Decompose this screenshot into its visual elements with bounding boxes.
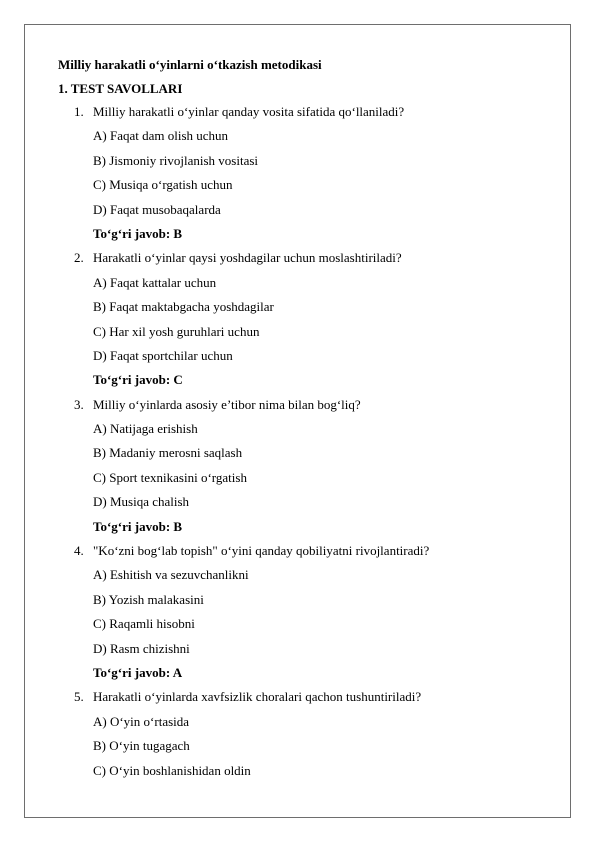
question-2	[0, 250, 596, 274]
question-text: Harakatli o‘yinlarda xavfsizlik choralari qachon tushuntiriladi?	[93, 689, 422, 705]
option-text: D) Faqat sportchilar uchun	[93, 347, 233, 363]
question-text: Milliy o‘yinlarda asosiy e’tibor nima bilan bog‘liq?	[93, 396, 361, 412]
question-number: 3.	[74, 396, 84, 412]
answer-text: To‘g‘ri javob: A	[93, 664, 183, 680]
correct-answer	[0, 519, 596, 543]
question-number: 4.	[74, 543, 84, 559]
question-text: Milliy harakatli o‘yinlar qanday vosita sifatida qo‘llaniladi?	[93, 104, 405, 119]
option-text: A) Faqat dam olish uchun	[93, 128, 229, 144]
option-text: B) Yozish malakasini	[93, 591, 204, 607]
option-text: A) Eshitish va sezuvchanlikni	[93, 567, 249, 583]
question-text: Harakatli o‘yinlar qaysi yoshdagilar uchun moslashtiriladi?	[93, 250, 402, 266]
question-5	[0, 689, 596, 713]
question-4	[0, 543, 596, 567]
option-text: B) Jismoniy rivojlanish vositasi	[93, 152, 259, 168]
option-text: A) Natijaga erishish	[93, 421, 198, 437]
option-b	[0, 299, 596, 323]
option-d	[0, 641, 596, 665]
answer-text: To‘g‘ri javob: B	[93, 225, 183, 241]
option-text: D) Musiqa chalish	[93, 494, 190, 510]
option-text: C) Sport texnikasini o‘rgatish	[93, 469, 247, 485]
question-1	[0, 104, 596, 128]
option-text: A) O‘yin o‘rtasida	[93, 713, 190, 729]
option-a	[0, 128, 596, 152]
question-number: 1.	[74, 104, 84, 119]
section-heading: 1. TEST SAVOLLARI	[58, 81, 183, 96]
document-title: Milliy harakatli o‘yinlarni o‘tkazish metodikasi	[58, 57, 322, 72]
option-text: C) O‘yin boshlanishidan oldin	[93, 762, 251, 778]
option-text: C) Raqamli hisobni	[93, 616, 195, 632]
option-c	[0, 324, 596, 348]
correct-answer	[0, 665, 596, 689]
question-text: "Ko‘zni bog‘lab topish" o‘yini qanday qobiliyatni rivojlantiradi?	[93, 543, 430, 559]
option-b	[0, 592, 596, 616]
option-text: B) O‘yin tugagach	[93, 738, 190, 754]
option-text: C) Musiqa o‘rgatish uchun	[93, 177, 233, 193]
option-text: A) Faqat kattalar uchun	[93, 274, 217, 290]
option-b	[0, 738, 596, 762]
option-d	[0, 348, 596, 372]
question-number: 5.	[74, 689, 84, 705]
option-b	[0, 153, 596, 177]
option-a	[0, 714, 596, 738]
question-3	[0, 397, 596, 421]
option-a	[0, 421, 596, 445]
option-text: B) Faqat maktabgacha yoshdagilar	[93, 299, 274, 315]
option-c	[0, 616, 596, 640]
option-d	[0, 202, 596, 226]
correct-answer	[0, 372, 596, 396]
correct-answer	[0, 226, 596, 250]
option-text: D) Rasm chizishni	[93, 640, 190, 656]
question-list	[0, 104, 596, 787]
answer-text: To‘g‘ri javob: C	[93, 372, 183, 388]
option-c	[0, 763, 596, 787]
option-c	[0, 470, 596, 494]
question-number: 2.	[74, 250, 84, 266]
option-b	[0, 445, 596, 469]
option-c	[0, 177, 596, 201]
option-text: B) Madaniy merosni saqlash	[93, 445, 243, 461]
answer-text: To‘g‘ri javob: B	[93, 518, 183, 534]
option-a	[0, 275, 596, 299]
option-d	[0, 494, 596, 518]
option-a	[0, 567, 596, 591]
option-text: D) Faqat musobaqalarda	[93, 201, 221, 217]
option-text: C) Har xil yosh guruhlari uchun	[93, 323, 260, 339]
